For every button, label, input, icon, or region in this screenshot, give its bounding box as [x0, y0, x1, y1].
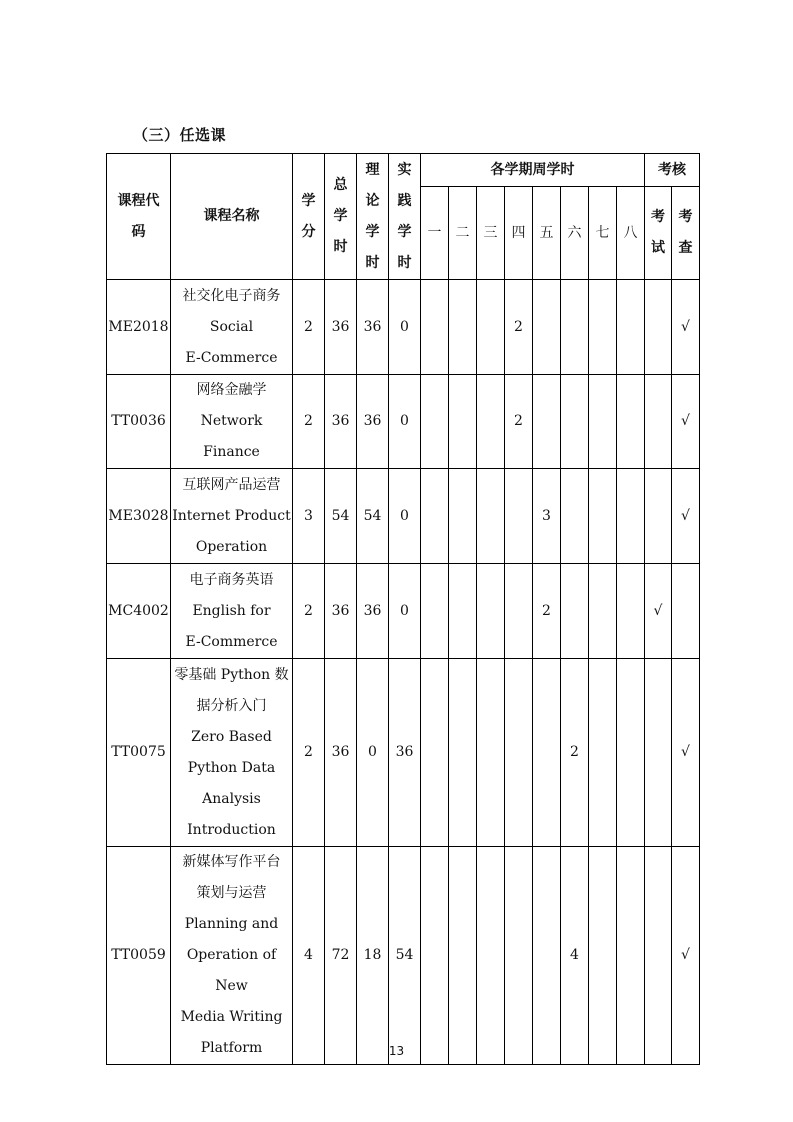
course-name: [171, 469, 293, 564]
header-course-name: 课程名称: [171, 154, 293, 280]
course-name-line: 电子商务英语: [189, 571, 274, 588]
header-char: 论: [365, 192, 380, 209]
course-code: TT0059: [107, 847, 171, 1065]
header-assessment-group: 考核: [645, 154, 700, 187]
header-char: 实: [397, 161, 412, 178]
theory-hours-cell: 36: [357, 280, 389, 375]
header-char: 总: [333, 177, 348, 193]
semester-hours-cell: 2: [505, 375, 533, 469]
course-code: ME3028: [107, 469, 171, 564]
course-name-line: Introduction: [187, 821, 276, 838]
check-cell: [672, 564, 700, 659]
semester-hours-cell: [449, 659, 477, 847]
header-char: 查: [678, 240, 693, 256]
semester-hours-cell: [449, 469, 477, 564]
theory-hours-cell: 54: [357, 469, 389, 564]
semester-hours-cell: [589, 469, 617, 564]
semester-hours-cell: [533, 659, 561, 847]
course-name-line: English for: [192, 602, 271, 619]
semester-hours-cell: [477, 659, 505, 847]
exam-cell: [645, 469, 672, 564]
course-name-line: 据分析入门: [196, 697, 267, 714]
page-number: 13: [388, 1044, 405, 1058]
semester-hours-cell: 3: [533, 469, 561, 564]
header-semester: 二: [449, 187, 477, 280]
header-course-code: [107, 154, 171, 280]
total-hours-cell: 36: [325, 280, 357, 375]
exam-cell: [645, 659, 672, 847]
semester-hours-cell: [449, 375, 477, 469]
semester-hours-cell: [505, 659, 533, 847]
theory-hours-cell: 36: [357, 564, 389, 659]
semester-hours-cell: [421, 847, 449, 1065]
credit-cell: 2: [293, 659, 325, 847]
header-char: 践: [397, 192, 412, 209]
header-semester: 五: [533, 187, 561, 280]
semester-hours-cell: [617, 659, 645, 847]
theory-hours-cell: 36: [357, 375, 389, 469]
semester-hours-cell: [421, 469, 449, 564]
semester-hours-cell: [477, 564, 505, 659]
practice-hours-cell: 0: [389, 469, 421, 564]
check-cell: √: [672, 469, 700, 564]
semester-hours-cell: [561, 469, 589, 564]
header-char: 学: [333, 208, 348, 224]
header-char: 理: [365, 161, 380, 178]
header-char: 时: [333, 239, 348, 255]
header-char: 时: [397, 254, 412, 271]
theory-hours-cell: 0: [357, 659, 389, 847]
table-row: [107, 659, 700, 847]
header-char: 学: [397, 223, 412, 240]
table-row: [107, 847, 700, 1065]
semester-hours-cell: [421, 375, 449, 469]
course-name-line: Planning and: [184, 916, 279, 932]
semester-hours-cell: [589, 847, 617, 1065]
course-name: [171, 659, 293, 847]
table-row: [107, 564, 700, 659]
header-char: 学: [365, 223, 380, 240]
semester-hours-cell: [421, 659, 449, 847]
total-hours-cell: 36: [325, 375, 357, 469]
course-code: ME2018: [107, 280, 171, 375]
course-name-line: 互联网产品运营: [182, 476, 281, 493]
header-semester: 七: [589, 187, 617, 280]
course-name: [171, 564, 293, 659]
semester-hours-cell: 4: [561, 847, 589, 1065]
semester-hours-cell: [505, 564, 533, 659]
header-char: 码: [131, 223, 146, 240]
header-semester-group: 各学期周学时: [421, 154, 645, 187]
header-theory-hours: [357, 154, 389, 280]
header-char: 试: [651, 240, 665, 256]
credit-cell: 2: [293, 375, 325, 469]
course-name-line: 零基础 Python 数: [174, 666, 289, 683]
semester-hours-cell: [561, 280, 589, 375]
header-check: [672, 187, 700, 280]
total-hours-cell: 36: [325, 659, 357, 847]
semester-hours-cell: [449, 564, 477, 659]
elective-course-table: [106, 153, 700, 1065]
semester-hours-cell: [533, 280, 561, 375]
check-cell: √: [672, 847, 700, 1065]
semester-hours-cell: [617, 280, 645, 375]
header-semester: 六: [561, 187, 589, 280]
header-char: 课程代: [117, 192, 160, 209]
header-semester: 四: [505, 187, 533, 280]
credit-cell: 2: [293, 280, 325, 375]
semester-hours-cell: [533, 375, 561, 469]
course-name-line: Social: [209, 318, 254, 335]
credit-cell: 4: [293, 847, 325, 1065]
exam-cell: [645, 375, 672, 469]
theory-hours-cell: 18: [357, 847, 389, 1065]
semester-hours-cell: [449, 847, 477, 1065]
credit-cell: 2: [293, 564, 325, 659]
header-semester: 三: [477, 187, 505, 280]
practice-hours-cell: 0: [389, 375, 421, 469]
semester-hours-cell: [533, 847, 561, 1065]
semester-hours-cell: [477, 847, 505, 1065]
course-name-line: Internet Product: [172, 507, 291, 524]
course-name-line: Analysis: [202, 790, 261, 807]
header-char: 考: [678, 209, 693, 225]
semester-hours-cell: [477, 375, 505, 469]
semester-hours-cell: 2: [561, 659, 589, 847]
total-hours-cell: 72: [325, 847, 357, 1065]
semester-hours-cell: [589, 375, 617, 469]
header-char: 考: [651, 209, 665, 225]
header-practice-hours: [389, 154, 421, 280]
course-name-line: 网络金融学: [196, 382, 267, 398]
course-code: TT0075: [107, 659, 171, 847]
course-name-line: 社交化电子商务: [182, 287, 281, 304]
course-name: [171, 375, 293, 469]
header-char: 分: [301, 223, 316, 240]
practice-hours-cell: 54: [389, 847, 421, 1065]
course-name-line: Operation of New: [186, 947, 277, 994]
semester-hours-cell: [561, 564, 589, 659]
semester-hours-cell: [617, 564, 645, 659]
semester-hours-cell: 2: [533, 564, 561, 659]
practice-hours-cell: 0: [389, 280, 421, 375]
semester-hours-cell: [421, 564, 449, 659]
exam-cell: [645, 847, 672, 1065]
total-hours-cell: 54: [325, 469, 357, 564]
header-char: 时: [365, 254, 380, 271]
header-credit: [293, 154, 325, 280]
semester-hours-cell: [617, 469, 645, 564]
semester-hours-cell: [561, 375, 589, 469]
semester-hours-cell: [477, 469, 505, 564]
exam-cell: [645, 280, 672, 375]
table-row: [107, 469, 700, 564]
course-name-line: Operation: [195, 538, 268, 555]
header-semester: 一: [421, 187, 449, 280]
header-total-hours: [325, 154, 357, 280]
course-code: MC4002: [107, 564, 171, 659]
semester-hours-cell: [589, 564, 617, 659]
course-code: TT0036: [107, 375, 171, 469]
header-semester: 八: [617, 187, 645, 280]
semester-hours-cell: [617, 847, 645, 1065]
check-cell: √: [672, 280, 700, 375]
semester-hours-cell: [617, 375, 645, 469]
course-name-line: E-Commerce: [185, 633, 278, 650]
semester-hours-cell: [589, 659, 617, 847]
credit-cell: 3: [293, 469, 325, 564]
practice-hours-cell: 0: [389, 564, 421, 659]
total-hours-cell: 36: [325, 564, 357, 659]
course-name-line: 策划与运营: [196, 885, 267, 901]
practice-hours-cell: 36: [389, 659, 421, 847]
course-name-line: Platform: [200, 1040, 263, 1056]
course-name: [171, 847, 293, 1065]
course-name-line: Network Finance: [200, 413, 263, 460]
check-cell: √: [672, 659, 700, 847]
semester-hours-cell: [589, 280, 617, 375]
semester-hours-cell: [477, 280, 505, 375]
course-name-line: E-Commerce: [185, 349, 278, 366]
section-title: （三）任选课: [133, 126, 227, 144]
header-exam: [645, 187, 672, 280]
course-name-line: Python Data: [187, 759, 276, 776]
course-name-line: Zero Based: [191, 728, 272, 745]
header-char: 学: [301, 192, 316, 209]
exam-cell: √: [645, 564, 672, 659]
semester-hours-cell: [421, 280, 449, 375]
table-row: [107, 280, 700, 375]
check-cell: √: [672, 375, 700, 469]
table-row: [107, 375, 700, 469]
semester-hours-cell: [505, 469, 533, 564]
course-name-line: Media Writing: [180, 1009, 283, 1025]
semester-hours-cell: 2: [505, 280, 533, 375]
course-name: [171, 280, 293, 375]
semester-hours-cell: [449, 280, 477, 375]
semester-hours-cell: [505, 847, 533, 1065]
course-name-line: 新媒体写作平台: [182, 854, 281, 870]
